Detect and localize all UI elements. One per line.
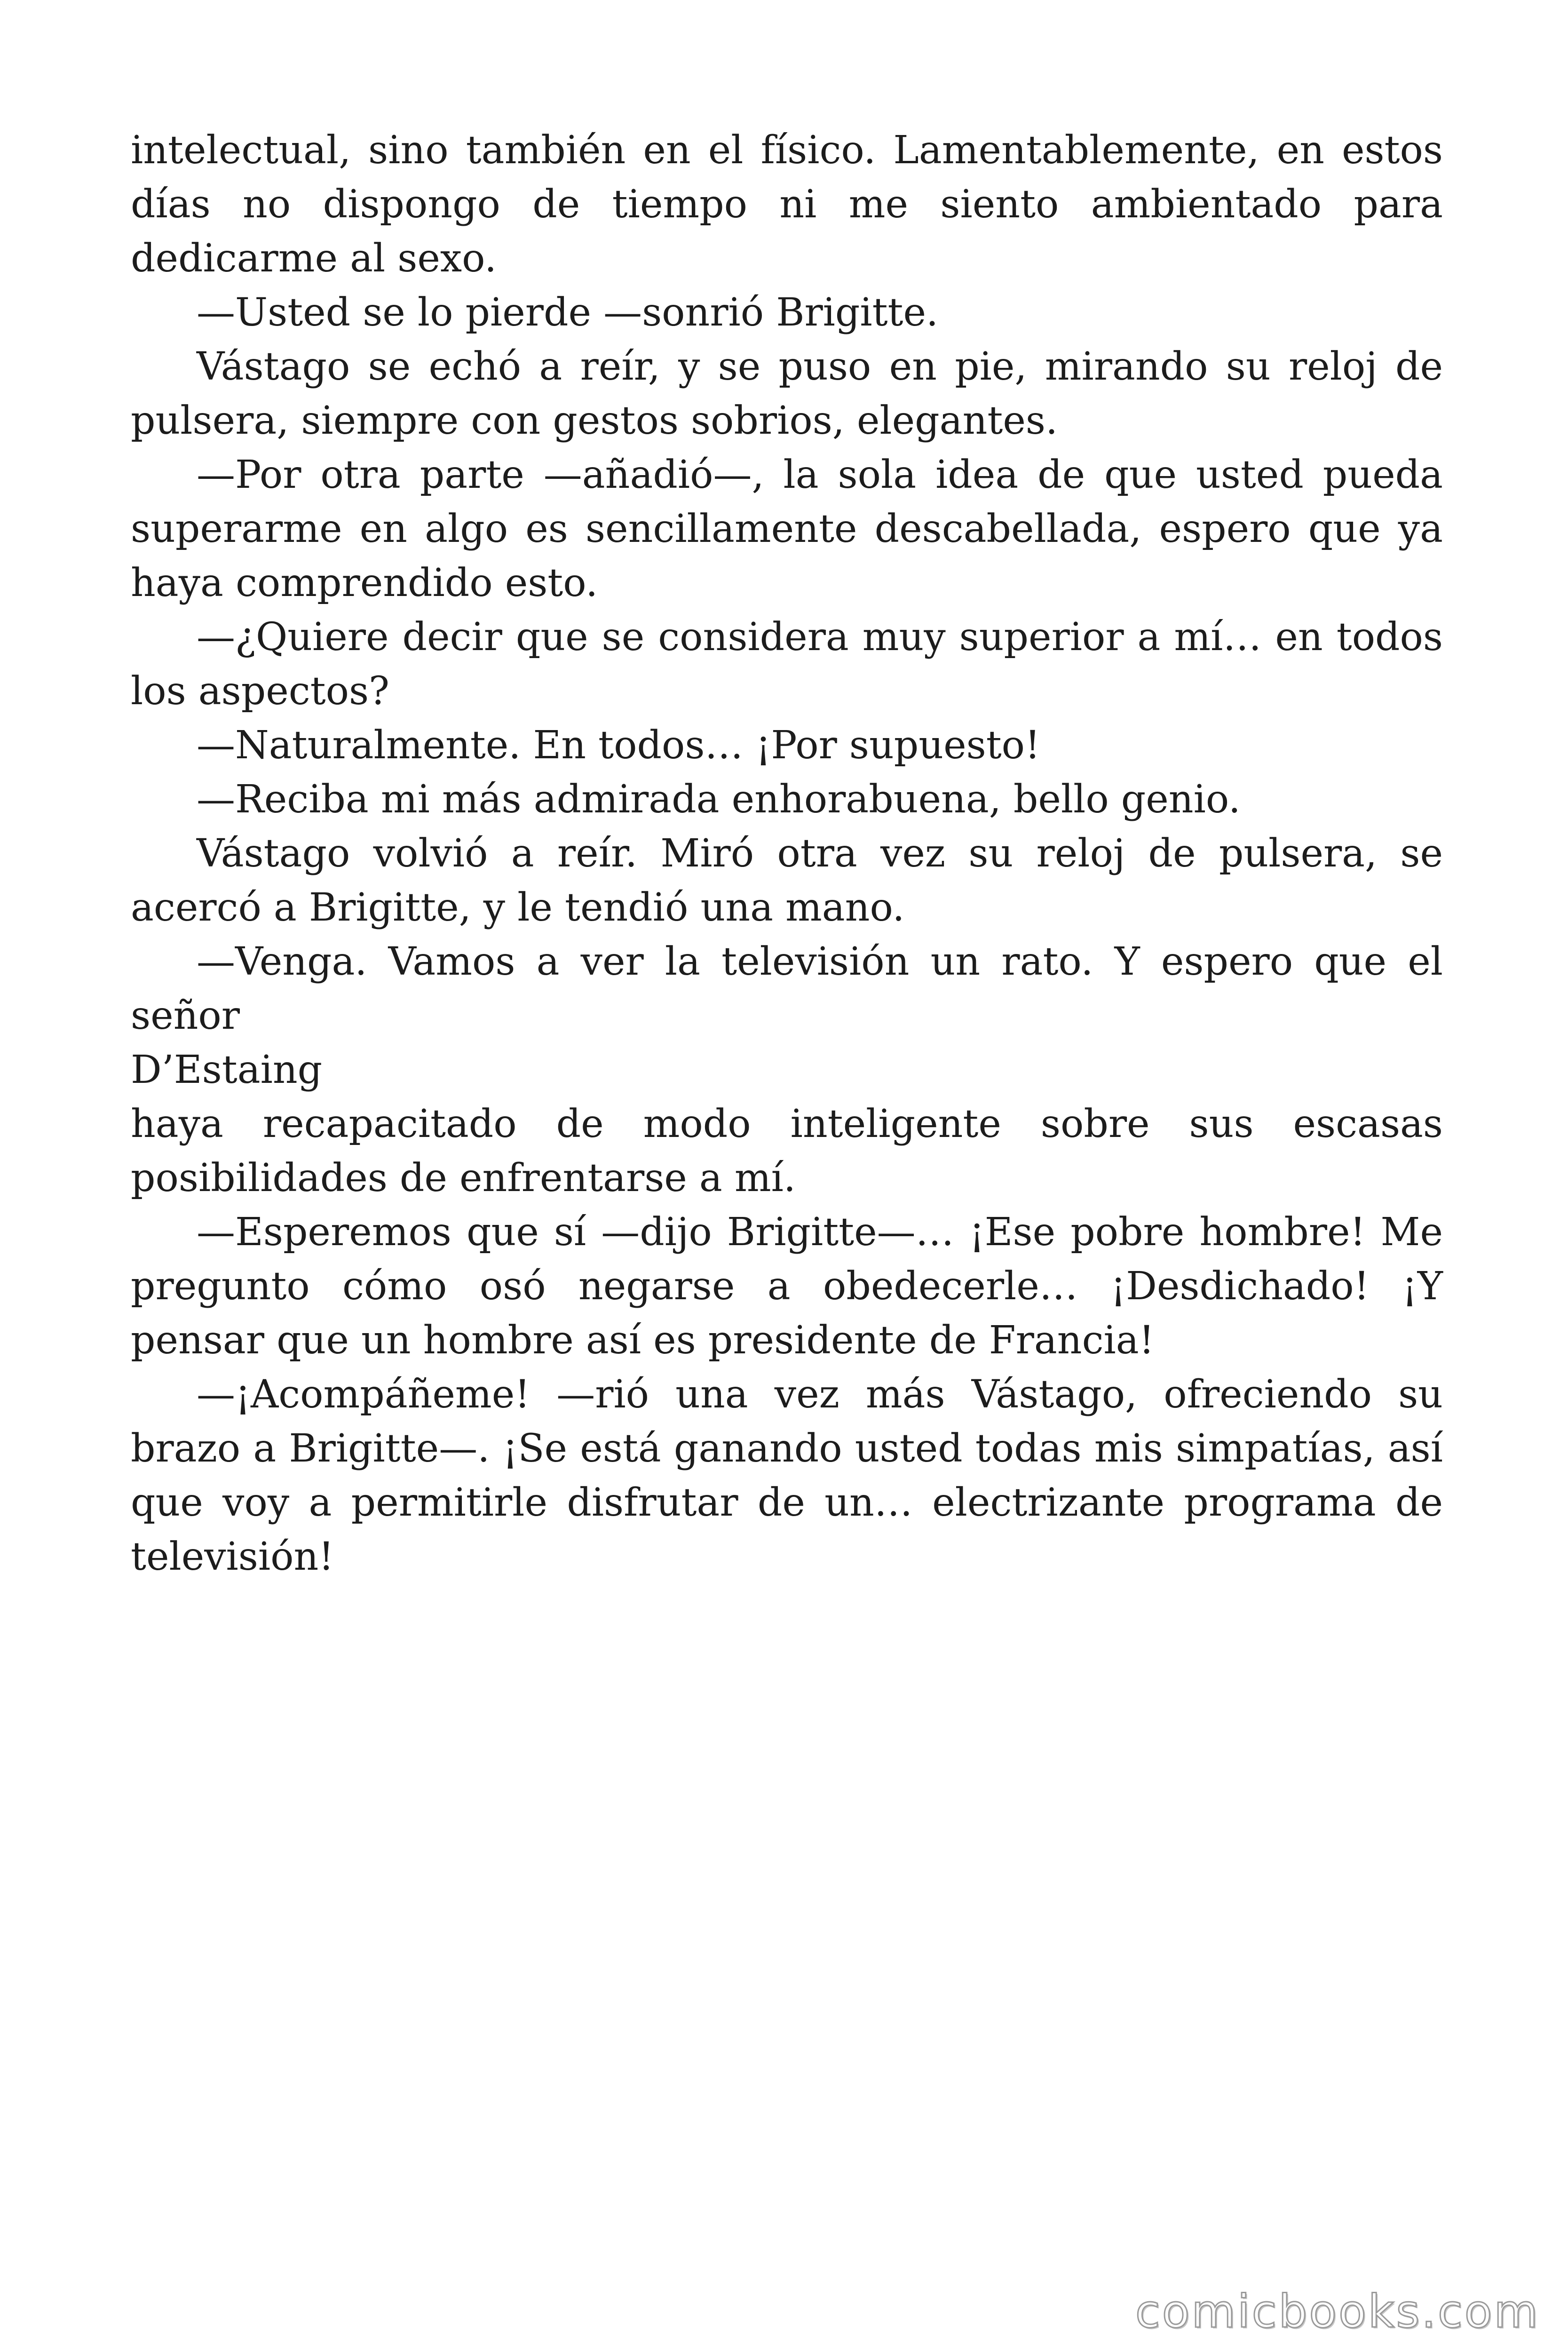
page-body [131, 123, 1443, 1584]
watermark: comicbooks.com [1135, 2285, 1540, 2338]
paragraph-5: —¿Quiere decir que se considera muy superior a mí… en todos los aspectos? [131, 615, 1443, 714]
paragraph-11: haya recapacitado de modo inteligente sobre sus escasas posibilidades de enfrentarse a mí. [131, 1102, 1443, 1200]
paragraph-7: —Reciba mi más admirada enhorabuena, bello genio. [197, 777, 1241, 822]
paragraph-13: —¡Acompáñeme! —rió una vez más Vástago, ofreciendo su brazo a Brigitte—. ¡Se está ganando usted todas mis simpatías, así que voy a permitirle disfrutar de un… electrizante programa de televisión! [131, 1372, 1443, 1579]
paragraph-10: D’Estaing [131, 1048, 323, 1092]
paragraph-6: —Naturalmente. En todos… ¡Por supuesto! [197, 723, 1040, 768]
paragraph-2: —Usted se lo pierde —sonrió Brigitte. [197, 290, 939, 335]
paragraph-12: —Esperemos que sí —dijo Brigitte—… ¡Ese pobre hombre! Me pregunto cómo osó negarse a obedecerle… ¡Desdichado! ¡Y pensar que un hombre así es presidente de Francia! [131, 1210, 1443, 1363]
paragraph-3: Vástago se echó a reír, y se puso en pie, mirando su reloj de pulsera, siempre con gestos sobrios, elegantes. [131, 344, 1443, 443]
paragraph-8: Vástago volvió a reír. Miró otra vez su reloj de pulsera, se acercó a Brigitte, y le tendió una mano. [131, 831, 1443, 930]
paragraph-9: —Venga. Vamos a ver la televisión un rato. Y espero que el señor [131, 939, 1443, 1038]
paragraph-4: —Por otra parte —añadió—, la sola idea de que usted pueda superarme en algo es sencillamente descabellada, espero que ya haya comprendido esto. [131, 453, 1443, 605]
paragraph-1: intelectual, sino también en el físico. Lamentablemente, en estos días no dispongo de tiempo ni me siento ambientado para dedicarme al sexo. [131, 128, 1443, 281]
